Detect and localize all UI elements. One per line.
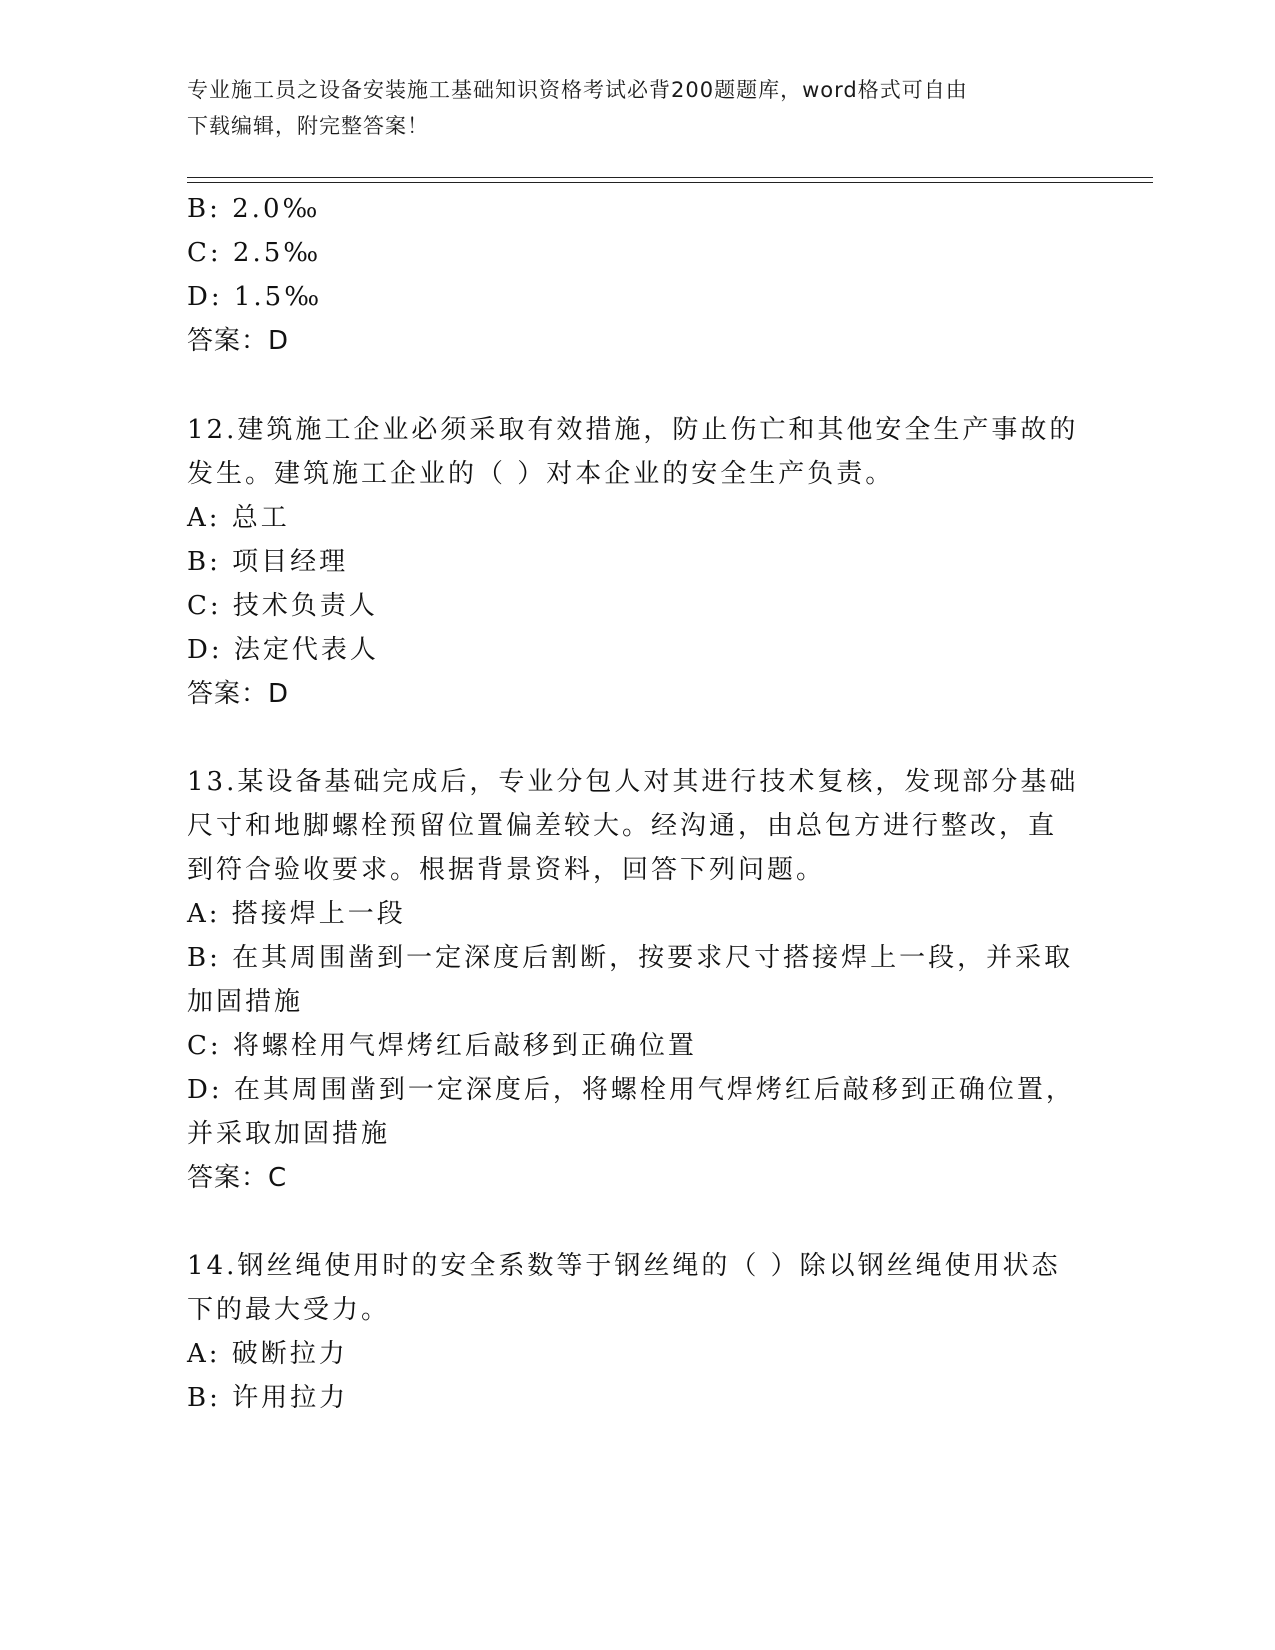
q12-option-a: A: 总工 — [187, 503, 290, 533]
q13-option-c: C: 将螺栓用气焊烤红后敲移到正确位置 — [187, 1031, 697, 1061]
q11-option-d: D: 1.5‰ — [187, 282, 323, 312]
q13-option-b-line-2: 加固措施 — [187, 987, 304, 1017]
q11-answer: 答案：D — [187, 326, 290, 356]
header-divider-bottom — [187, 182, 1153, 183]
q12-option-d: D: 法定代表人 — [187, 635, 379, 665]
q13-option-a: A: 搭接焊上一段 — [187, 899, 406, 929]
q13-question-line-1: 13.某设备基础完成后，专业分包人对其进行技术复核，发现部分基础 — [187, 767, 1079, 797]
q13-option-d-line-2: 并采取加固措施 — [187, 1119, 391, 1149]
q14-question-line-1: 14.钢丝绳使用时的安全系数等于钢丝绳的（ ）除以钢丝绳使用状态 — [187, 1251, 1061, 1281]
q12-answer: 答案：D — [187, 679, 290, 709]
header-title-line-1: 专业施工员之设备安装施工基础知识资格考试必背200题题库，word格式可自由 — [187, 78, 968, 102]
q14-option-b: B: 许用拉力 — [187, 1383, 349, 1413]
q12-question-line-1: 12.建筑施工企业必须采取有效措施，防止伤亡和其他安全生产事故的 — [187, 415, 1079, 445]
q13-option-b-line-1: B: 在其周围凿到一定深度后割断，按要求尺寸搭接焊上一段，并采取 — [187, 943, 1074, 973]
q13-question-line-3: 到符合验收要求。根据背景资料，回答下列问题。 — [187, 855, 826, 885]
document-header — [187, 72, 1067, 144]
q14-option-a: A: 破断拉力 — [187, 1339, 348, 1369]
header-title-line-2: 下载编辑，附完整答案！ — [187, 114, 429, 138]
q13-answer: 答案：C — [187, 1163, 288, 1193]
q13-question-line-2: 尺寸和地脚螺栓预留位置偏差较大。经沟通，由总包方进行整改，直 — [187, 811, 1058, 841]
q12-option-c: C: 技术负责人 — [187, 591, 378, 621]
q13-option-d-line-1: D: 在其周围凿到一定深度后，将螺栓用气焊烤红后敲移到正确位置， — [187, 1075, 1075, 1105]
q14-question-line-2: 下的最大受力。 — [187, 1295, 391, 1325]
q12-question-line-2: 发生。建筑施工企业的（ ）对本企业的安全生产负责。 — [187, 459, 895, 489]
q12-option-b: B: 项目经理 — [187, 547, 349, 577]
q11-option-b: B: 2.0‰ — [187, 194, 321, 224]
header-divider-top — [187, 177, 1153, 178]
q11-option-c: C: 2.5‰ — [187, 238, 322, 268]
